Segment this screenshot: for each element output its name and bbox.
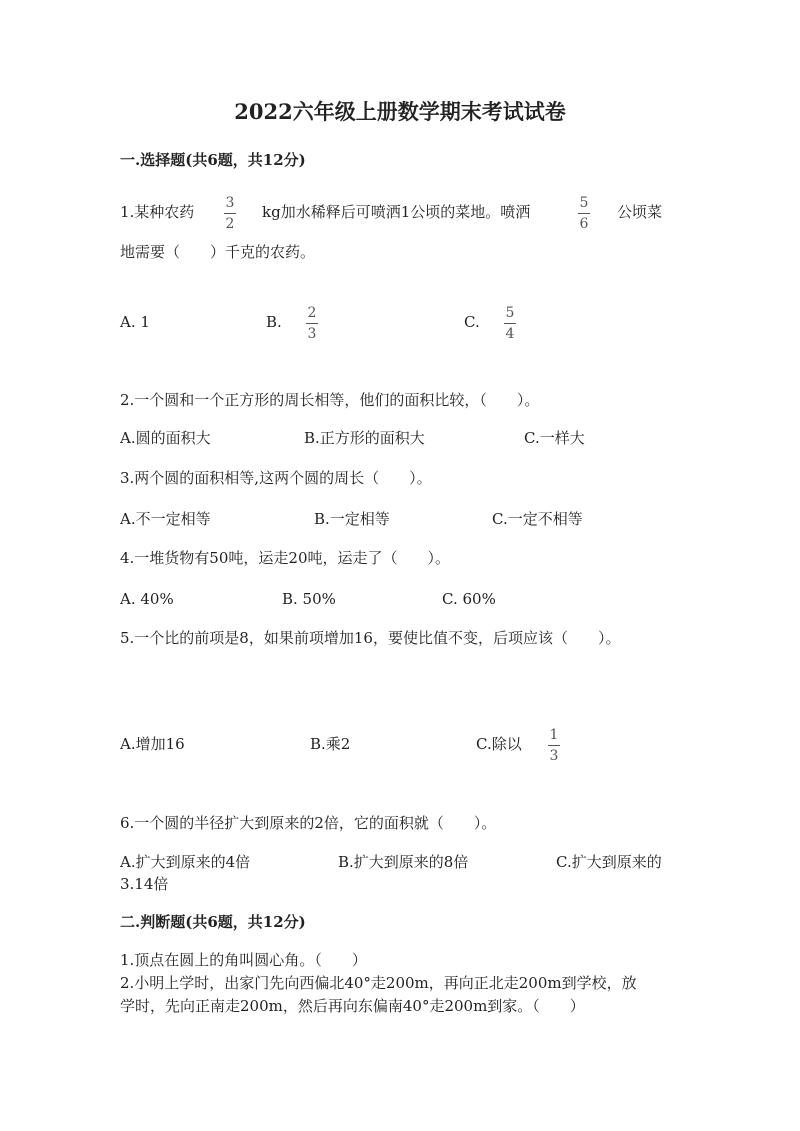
question-1-text: 1.某种农药 — [120, 203, 195, 221]
question-1-text-cont: kg加水稀释后可喷洒1公顷的菜地。喷洒 — [262, 203, 531, 221]
judgment-2-text: 2.小明上学时，出家门先向西偏北40°走200m，再向正北走200m到学校，放 — [120, 974, 637, 992]
q4-option-b: B. 50% — [282, 590, 336, 608]
q1-option-b: B. — [266, 313, 282, 331]
fraction-bar — [578, 213, 590, 214]
question-2-text: 2.一个圆和一个正方形的周长相等，他们的面积比较，（ ）。 — [120, 391, 540, 409]
question-4-text: 4.一堆货物有50吨，运走20吨，运走了（ ）。 — [120, 549, 450, 567]
q6-option-a: A.扩大到原来的4倍 — [120, 853, 251, 871]
judgment-1-text: 1.顶点在圆上的角叫圆心角。（ ） — [120, 951, 367, 969]
question-1-line2: 地需要（ ）千克的农药。 — [120, 243, 316, 261]
fraction-numerator: 2 — [307, 305, 317, 321]
fraction-5-4 — [504, 305, 516, 342]
q3-option-c: C.一定不相等 — [492, 510, 583, 528]
fraction-1-3 — [548, 727, 560, 764]
fraction-denominator: 3 — [307, 326, 317, 342]
q3-option-a: A.不一定相等 — [120, 510, 211, 528]
q4-option-a: A. 40% — [120, 590, 174, 608]
q6-option-b: B.扩大到原来的8倍 — [338, 853, 469, 871]
fraction-numerator: 5 — [579, 195, 589, 211]
fraction-numerator: 1 — [549, 727, 559, 743]
fraction-3-2 — [224, 195, 236, 232]
fraction-numerator: 3 — [225, 195, 235, 211]
fraction-bar — [224, 213, 236, 214]
fraction-bar — [548, 745, 560, 746]
fraction-bar — [306, 323, 318, 324]
q5-option-b: B.乘2 — [310, 735, 351, 753]
q6-option-c-cont: 3.14倍 — [120, 875, 169, 893]
q6-option-c: C.扩大到原来的 — [556, 853, 662, 871]
section-heading-choice: 一.选择题(共6题，共12分) — [120, 151, 306, 169]
q3-option-b: B.一定相等 — [314, 510, 390, 528]
page-title: 2022六年级上册数学期末考试试卷 — [234, 99, 566, 124]
fraction-denominator: 6 — [579, 216, 589, 232]
question-3-text: 3.两个圆的面积相等,这两个圆的周长（ ）。 — [120, 469, 432, 487]
fraction-bar — [504, 323, 516, 324]
question-1-text-end: 公顷菜 — [617, 203, 663, 221]
fraction-denominator: 2 — [225, 216, 235, 232]
fraction-numerator: 5 — [505, 305, 515, 321]
q1-option-c: C. — [464, 313, 480, 331]
question-6-text: 6.一个圆的半径扩大到原来的2倍，它的面积就（ ）。 — [120, 814, 497, 832]
question-5-text: 5.一个比的前项是8，如果前项增加16，要使比值不变，后项应该（ ）。 — [120, 629, 621, 647]
q4-option-c: C. 60% — [442, 590, 496, 608]
fraction-denominator: 3 — [549, 748, 559, 764]
fraction-2-3 — [306, 305, 318, 342]
q2-option-b: B.正方形的面积大 — [304, 429, 425, 447]
q5-option-a: A.增加16 — [120, 735, 185, 753]
judgment-2-text-cont: 学时，先向正南走200m，然后再向东偏南40°走200m到家。（ ） — [120, 997, 585, 1015]
fraction-denominator: 4 — [505, 326, 515, 342]
q2-option-c: C.一样大 — [524, 429, 585, 447]
q1-option-a: A. 1 — [120, 313, 150, 331]
section-heading-judgment: 二.判断题(共6题，共12分) — [120, 913, 306, 931]
q2-option-a: A.圆的面积大 — [120, 429, 211, 447]
q5-option-c: C.除以 — [476, 735, 522, 753]
fraction-5-6 — [578, 195, 590, 232]
